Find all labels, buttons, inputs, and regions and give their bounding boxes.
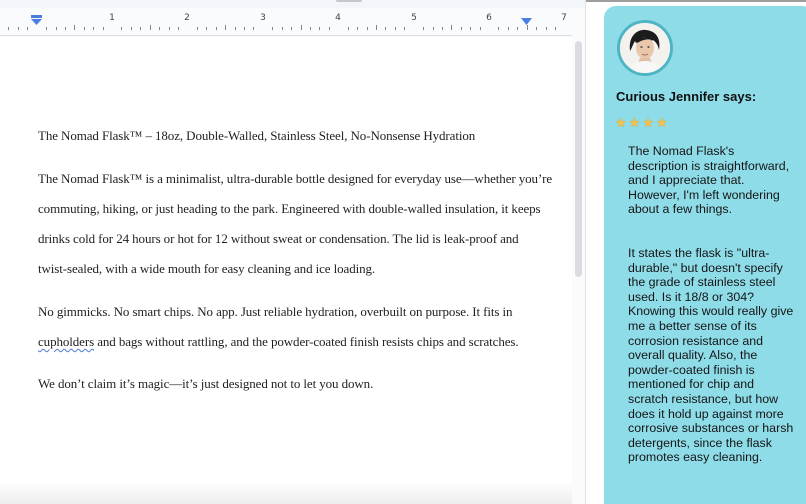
horizontal-ruler[interactable] bbox=[0, 8, 572, 36]
ruler-tick bbox=[536, 27, 537, 30]
ruler-tick bbox=[555, 27, 556, 30]
ruler-tick bbox=[225, 25, 226, 30]
ruler-tick bbox=[169, 27, 170, 30]
ruler-tick bbox=[498, 27, 499, 30]
ruler-tick bbox=[480, 27, 481, 30]
document-page[interactable] bbox=[0, 37, 572, 504]
review-paragraph-2: It states the flask is "ultra-durable," but doesn't specify the grade of stainless steel used. Is it 18/8 or 304? Knowing this would really give me a better sense of its corrosion resistance and overall quality. Also, the powder-coated finish is mentioned for chip and scratch resistance, but how does it hold up against more corrosive substances or harsh detergents, since the flask promotes easy cleaning. bbox=[628, 246, 794, 465]
ruler-number: 4 bbox=[335, 13, 341, 23]
ruler-tick bbox=[376, 25, 377, 30]
reviewer-name: Curious Jennifer says: bbox=[616, 89, 757, 104]
ruler-tick bbox=[517, 27, 518, 30]
paragraph-2-line-1: No gimmicks. No smart chips. No app. Just reliable hydration, overbuilt on purpose. It fits in bbox=[38, 304, 513, 319]
ruler-tick bbox=[131, 27, 132, 30]
ruler-tick bbox=[395, 27, 396, 30]
ruler-tick bbox=[404, 27, 405, 30]
vertical-scrollbar[interactable] bbox=[573, 37, 585, 504]
review-paragraph-1: The Nomad Flask's description is straightforward, and I appreciate that. However, I'm left wondering about a few things. bbox=[628, 144, 790, 217]
ruler-tick bbox=[93, 27, 94, 30]
ruler-tick bbox=[8, 27, 9, 30]
star-icon: ★ bbox=[628, 115, 641, 130]
ruler-tick bbox=[385, 27, 386, 30]
ruler-tick bbox=[244, 27, 245, 30]
avatar-person-icon bbox=[620, 23, 670, 73]
ruler-number: 7 bbox=[561, 13, 567, 23]
paragraph-2-line-2-rest: and bags without rattling, and the powder-coated finish resists chips and scratches. bbox=[94, 334, 519, 349]
ruler-tick bbox=[272, 27, 273, 30]
paragraph-3: We don’t claim it’s magic—it’s just designed not to let you down. bbox=[38, 376, 374, 391]
ruler-tick bbox=[470, 27, 471, 30]
paragraph-1-line-4: twist-sealed, with a wide mouth for easy cleaning and ice loading. bbox=[38, 261, 376, 276]
ruler-tick bbox=[357, 27, 358, 30]
ruler-tick bbox=[150, 25, 151, 30]
ruler-number: 5 bbox=[411, 13, 417, 23]
star-rating bbox=[615, 116, 668, 130]
ruler-tick bbox=[319, 27, 320, 30]
ruler-tick bbox=[103, 27, 104, 30]
star-icon: ★ bbox=[655, 115, 668, 130]
ruler-number: 1 bbox=[109, 13, 115, 23]
ruler-tick bbox=[27, 27, 28, 30]
toolbar-tab[interactable] bbox=[336, 0, 362, 2]
ruler-number: 2 bbox=[184, 13, 190, 23]
ruler-tick bbox=[546, 27, 547, 30]
ruler-tick bbox=[253, 27, 254, 30]
paragraph-1-line-2: commuting, hiking, or just heading to the park. Engineered with double-walled insulation, it keeps bbox=[38, 201, 541, 216]
scrollbar-thumb[interactable] bbox=[575, 41, 582, 277]
ruler-tick bbox=[206, 27, 207, 30]
left-indent-marker-icon[interactable] bbox=[31, 15, 42, 25]
ruler-tick bbox=[508, 27, 509, 30]
ruler-tick bbox=[121, 27, 122, 30]
paragraph-2-line-2 bbox=[38, 334, 519, 350]
ruler-tick bbox=[527, 25, 528, 30]
ruler-tick bbox=[178, 27, 179, 30]
ruler-tick bbox=[159, 27, 160, 30]
ruler-tick bbox=[56, 27, 57, 30]
ruler-tick bbox=[442, 27, 443, 30]
ruler-tick bbox=[310, 27, 311, 30]
panel-top-border bbox=[586, 0, 806, 2]
right-indent-marker-icon[interactable] bbox=[521, 18, 532, 25]
ruler-tick bbox=[197, 27, 198, 30]
ruler-tick bbox=[348, 27, 349, 30]
ruler-tick bbox=[216, 27, 217, 30]
ruler-tick bbox=[451, 25, 452, 30]
avatar bbox=[617, 20, 673, 76]
ruler-tick bbox=[367, 27, 368, 30]
ruler-tick bbox=[423, 27, 424, 30]
ruler-tick bbox=[301, 25, 302, 30]
document-title-line: The Nomad Flask™ – 18oz, Double-Walled, Stainless Steel, No-Nonsense Hydration bbox=[38, 128, 476, 143]
ruler-tick bbox=[235, 27, 236, 30]
ruler-tick bbox=[65, 27, 66, 30]
star-icon: ★ bbox=[615, 115, 627, 130]
ruler-tick bbox=[329, 27, 330, 30]
toolbar-edge bbox=[0, 0, 585, 8]
ruler-tick bbox=[46, 27, 47, 30]
ruler-number: 3 bbox=[260, 13, 266, 23]
ruler-tick bbox=[140, 27, 141, 30]
ruler-tick bbox=[18, 27, 19, 30]
ruler-tick bbox=[433, 27, 434, 30]
review-card bbox=[604, 6, 806, 504]
star-icon: ★ bbox=[642, 115, 654, 130]
ruler-tick bbox=[282, 27, 283, 30]
ruler-number: 6 bbox=[486, 13, 492, 23]
review-side-panel bbox=[586, 0, 806, 504]
ruler-tick bbox=[461, 27, 462, 30]
spellcheck-flagged-word[interactable]: cupholders bbox=[38, 334, 95, 349]
ruler-tick bbox=[84, 27, 85, 30]
page-bottom-shadow bbox=[0, 482, 572, 504]
ruler-tick bbox=[74, 25, 75, 30]
ruler-tick bbox=[291, 27, 292, 30]
paragraph-1-line-3: drinks cold for 24 hours or hot for 12 without sweat or condensation. The lid is leak-proof and bbox=[38, 231, 519, 246]
paragraph-1-line-1: The Nomad Flask™ is a minimalist, ultra-durable bottle designed for everyday use—whether you’re bbox=[38, 171, 553, 186]
